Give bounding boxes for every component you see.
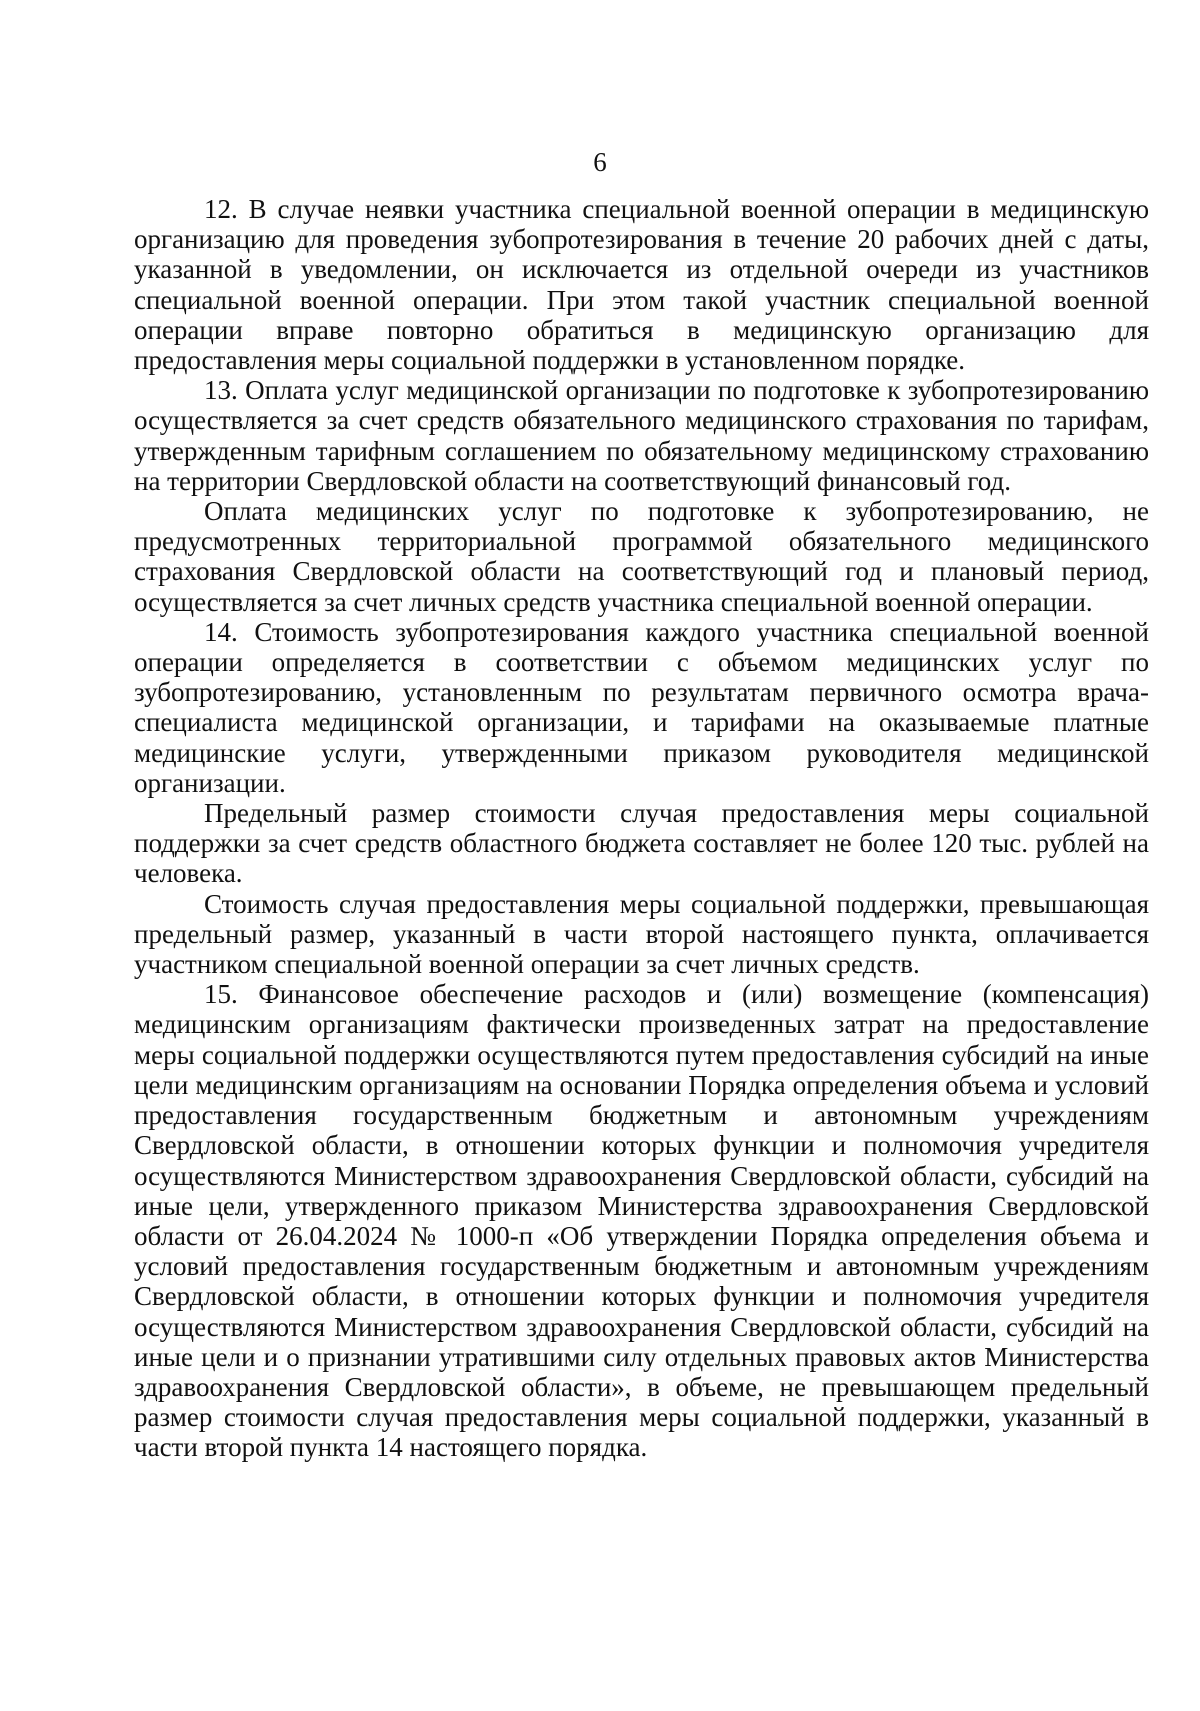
paragraph-14: 14. Стоимость зубопротезирования каждого участника специальной военной операции определяется в соответствии с объемом медицинских услуг по зубопротезированию, установленным по результатам первичного осмотра врача-специалиста медицинской организации, и тарифами на оказываемые платные медицинские услуги, утвержденными приказом руководителя медицинской организации.: [134, 616, 1149, 798]
paragraph-12: 12. В случае неявки участника специальной военной операции в медицинскую организацию для проведения зубопротезирования в течение 20 рабочих дней с даты, указанной в уведомлении, он исключается из отдельной очереди из участников специальной военной операции. При этом такой участник специальной военной операции вправе повторно обратиться в медицинскую организацию для предоставления меры социальной поддержки в установленном порядке.: [134, 194, 1149, 376]
paragraph-14-part-2: Предельный размер стоимости случая предоставления меры социальной поддержки за счет средств областного бюджета составляет не более 120 тыс. рублей на человека.: [134, 798, 1149, 889]
paragraph-13-part-2: Оплата медицинских услуг по подготовке к зубопротезированию, не предусмотренных территориальной программой обязательного медицинского страхования Свердловской области на соответствующий год и плановый период, осуществляется за счет личных средств участника специальной военной операции.: [134, 496, 1149, 617]
document-body: [134, 194, 1149, 1463]
paragraph-15: 15. Финансовое обеспечение расходов и (или) возмещение (компенсация) медицинским организациям фактически произведенных затрат на предоставление меры социальной поддержки осуществляются путем предоставления субсидий на иные цели медицинским организациям на основании Порядка определения объема и условий предоставления государственным бюджетным и автономным учреждениям Свердловской области, в отношении которых функции и полномочия учредителя осуществляются Министерством здравоохранения Свердловской области, субсидий на иные цели, утвержденного приказом Министерства здравоохранения Свердловской области от 26.04.2024 № 1000-п «Об утверждении Порядка определения объема и условий предоставления государственным бюджетным и автономным учреждениям Свердловской области, в отношении которых функции и полномочия учредителя осуществляются Министерством здравоохранения Свердловской области, субсидий на иные цели и о признании утратившими силу отдельных правовых актов Министерства здравоохранения Свердловской области», в объеме, не превышающем предельный размер стоимости случая предоставления меры социальной поддержки, указанный в части второй пункта 14 настоящего порядка.: [134, 979, 1149, 1463]
paragraph-14-part-3: Стоимость случая предоставления меры социальной поддержки, превышающая предельный размер, указанный в части второй настоящего пункта, оплачивается участником специальной военной операции за счет личных средств.: [134, 888, 1149, 980]
page-number: 6: [593, 147, 607, 177]
paragraph-13: 13. Оплата услуг медицинской организации по подготовке к зубопротезированию осуществляется за счет средств обязательного медицинского страхования по тарифам, утвержденным тарифным соглашением по обязательному медицинскому страхованию на территории Свердловской области на соответствующий финансовый год.: [134, 375, 1149, 496]
